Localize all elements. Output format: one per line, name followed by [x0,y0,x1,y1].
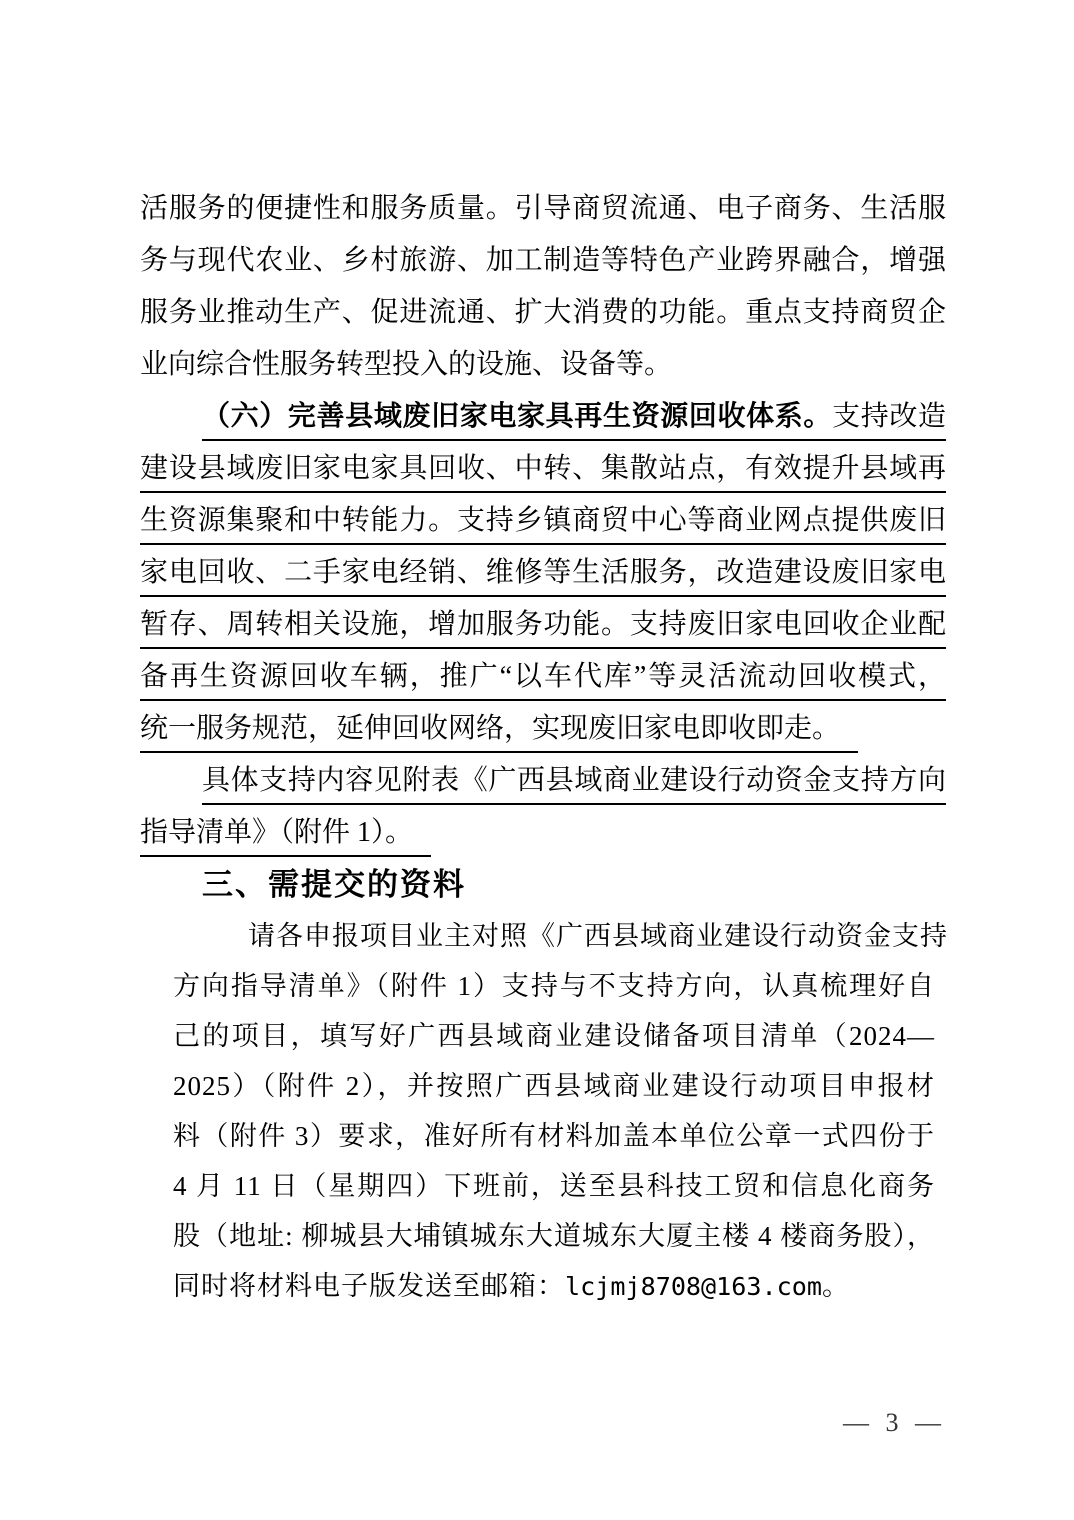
text-run: 4 月 11 日（星期四）下班前，送至县科技工贸和信息化商务 [173,1171,935,1201]
text-run: 请各申报项目业主对照《广西县域商业建设行动资金支持 [248,921,948,951]
text-run: 活服务的便捷性和服务质量。引导商贸流通、电子商务、生活服 [140,193,946,224]
text-run: 指导清单》（附件 1）。 [140,817,414,848]
text-run: 务与现代农业、乡村旅游、加工制造等特色产业跨界融合，增强 [140,245,946,276]
text-line [140,235,946,287]
text-line [173,1261,935,1311]
text-line [173,1011,935,1061]
section-heading: 三、需提交的资料 [202,867,466,902]
text-line [173,1161,935,1211]
text-run: 2025）（附件 2），并按照广西县域商业建设行动项目申报材 [173,1071,935,1101]
text-run: 建设县域废旧家电家具回收、中转、集散站点，有效提升县域再 [140,453,946,484]
text-line [173,1111,935,1161]
email-text-run: lcjmj8708@163.com [565,1272,822,1301]
document-body [140,183,946,1311]
text-line [140,287,946,339]
text-line [173,911,948,961]
text-line [140,651,946,703]
text-line [140,391,946,443]
text-line [140,495,946,547]
text-run: 同时将材料电子版发送至邮箱： [173,1271,565,1301]
text-line [173,1211,935,1261]
text-line [140,755,946,807]
text-line [140,547,946,599]
text-run: 己的项目，填写好广西县域商业建设储备项目清单（2024— [173,1021,935,1051]
text-run: 业向综合性服务转型投入的设施、设备等。 [140,349,673,380]
text-line [173,1061,935,1111]
bold-text-run: （六）完善县域废旧家电家具再生资源回收体系。 [202,401,833,432]
text-line [140,443,946,495]
text-run: 具体支持内容见附表《广西县域商业建设行动资金支持方向 [202,765,946,796]
text-run: 统一服务规范，延伸回收网络，实现废旧家电即收即走。 [140,713,841,744]
text-run: 股（地址: 柳城县大埔镇城东大道城东大厦主楼 4 楼商务股）， [173,1221,935,1251]
text-line [173,961,935,1011]
text-line [140,703,946,755]
text-run: 服务业推动生产、促进流通、扩大消费的功能。重点支持商贸企 [140,297,946,328]
text-run: 支持改造 [832,401,946,432]
text-run: 。 [822,1271,850,1301]
text-line [140,807,946,859]
text-run: 生资源集聚和中转能力。支持乡镇商贸中心等商业网点提供废旧 [140,505,946,536]
text-line [140,599,946,651]
text-run: 暂存、周转相关设施，增加服务功能。支持废旧家电回收企业配 [140,609,946,640]
text-line [140,183,946,235]
text-run: 料（附件 3）要求，准好所有材料加盖本单位公章一式四份于 [173,1121,935,1151]
text-run: 方向指导清单》（附件 1）支持与不支持方向，认真梳理好自 [173,971,935,1001]
page-number: — 3 — [843,1408,946,1437]
text-line [140,339,946,391]
text-run: 备再生资源回收车辆，推广“以车代库”等灵活流动回收模式， [140,661,946,692]
text-run: 家电回收、二手家电经销、维修等生活服务，改造建设废旧家电 [140,557,946,588]
